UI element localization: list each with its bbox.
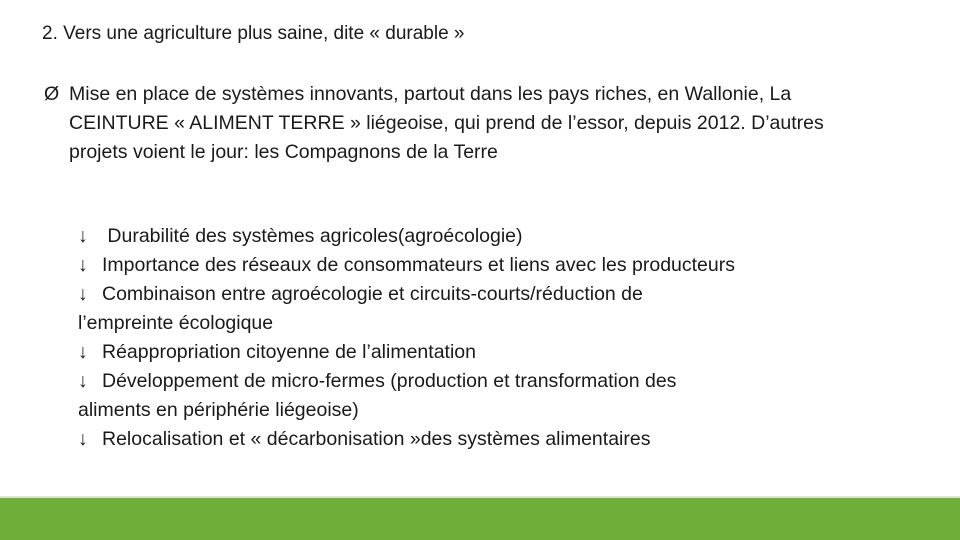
slide-title: 2. Vers une agriculture plus saine, dite « durable » [42,23,465,44]
down-arrow-icon: ↓ [78,370,88,392]
sub-item-text: Durabilité des systèmes agricoles(agroécologie) [102,225,523,247]
footer-bar [0,498,960,540]
sub-item [78,367,908,425]
sub-item-text: Réappropriation citoyenne de l’alimentation [102,341,476,363]
down-arrow-icon: ↓ [78,341,88,363]
main-bullet [44,80,884,167]
down-arrow-icon: ↓ [78,428,88,450]
sub-item [78,251,908,280]
sub-item [78,280,908,338]
sub-item-text: Développement de micro-fermes (production et transformation des [102,370,677,392]
sub-item-continuation: aliments en périphérie liégeoise) [78,399,359,421]
sub-list [78,222,908,454]
sub-item-text: Importance des réseaux de consommateurs et liens avec les producteurs [102,254,735,276]
down-arrow-icon: ↓ [78,283,88,305]
sub-item-text: Relocalisation et « décarbonisation »des systèmes alimentaires [102,428,651,450]
down-arrow-icon: ↓ [78,225,88,247]
sub-item [78,338,908,367]
sub-item-text: Combinaison entre agroécologie et circuits-courts/réduction de [102,283,643,305]
bullet-arrow-icon: Ø [44,83,60,105]
sub-item [78,222,908,251]
sub-item-continuation: l’empreinte écologique [78,312,274,334]
main-bullet-text: Mise en place de systèmes innovants, partout dans les pays riches, en Wallonie, La CEINTURE « ALIMENT TERRE » liégeoise, qui prend de l’essor, depuis 2012. D’autres projets voient le jour: les Compagnons de la Terre [69,83,824,163]
sub-item [78,425,908,454]
down-arrow-icon: ↓ [78,254,88,276]
